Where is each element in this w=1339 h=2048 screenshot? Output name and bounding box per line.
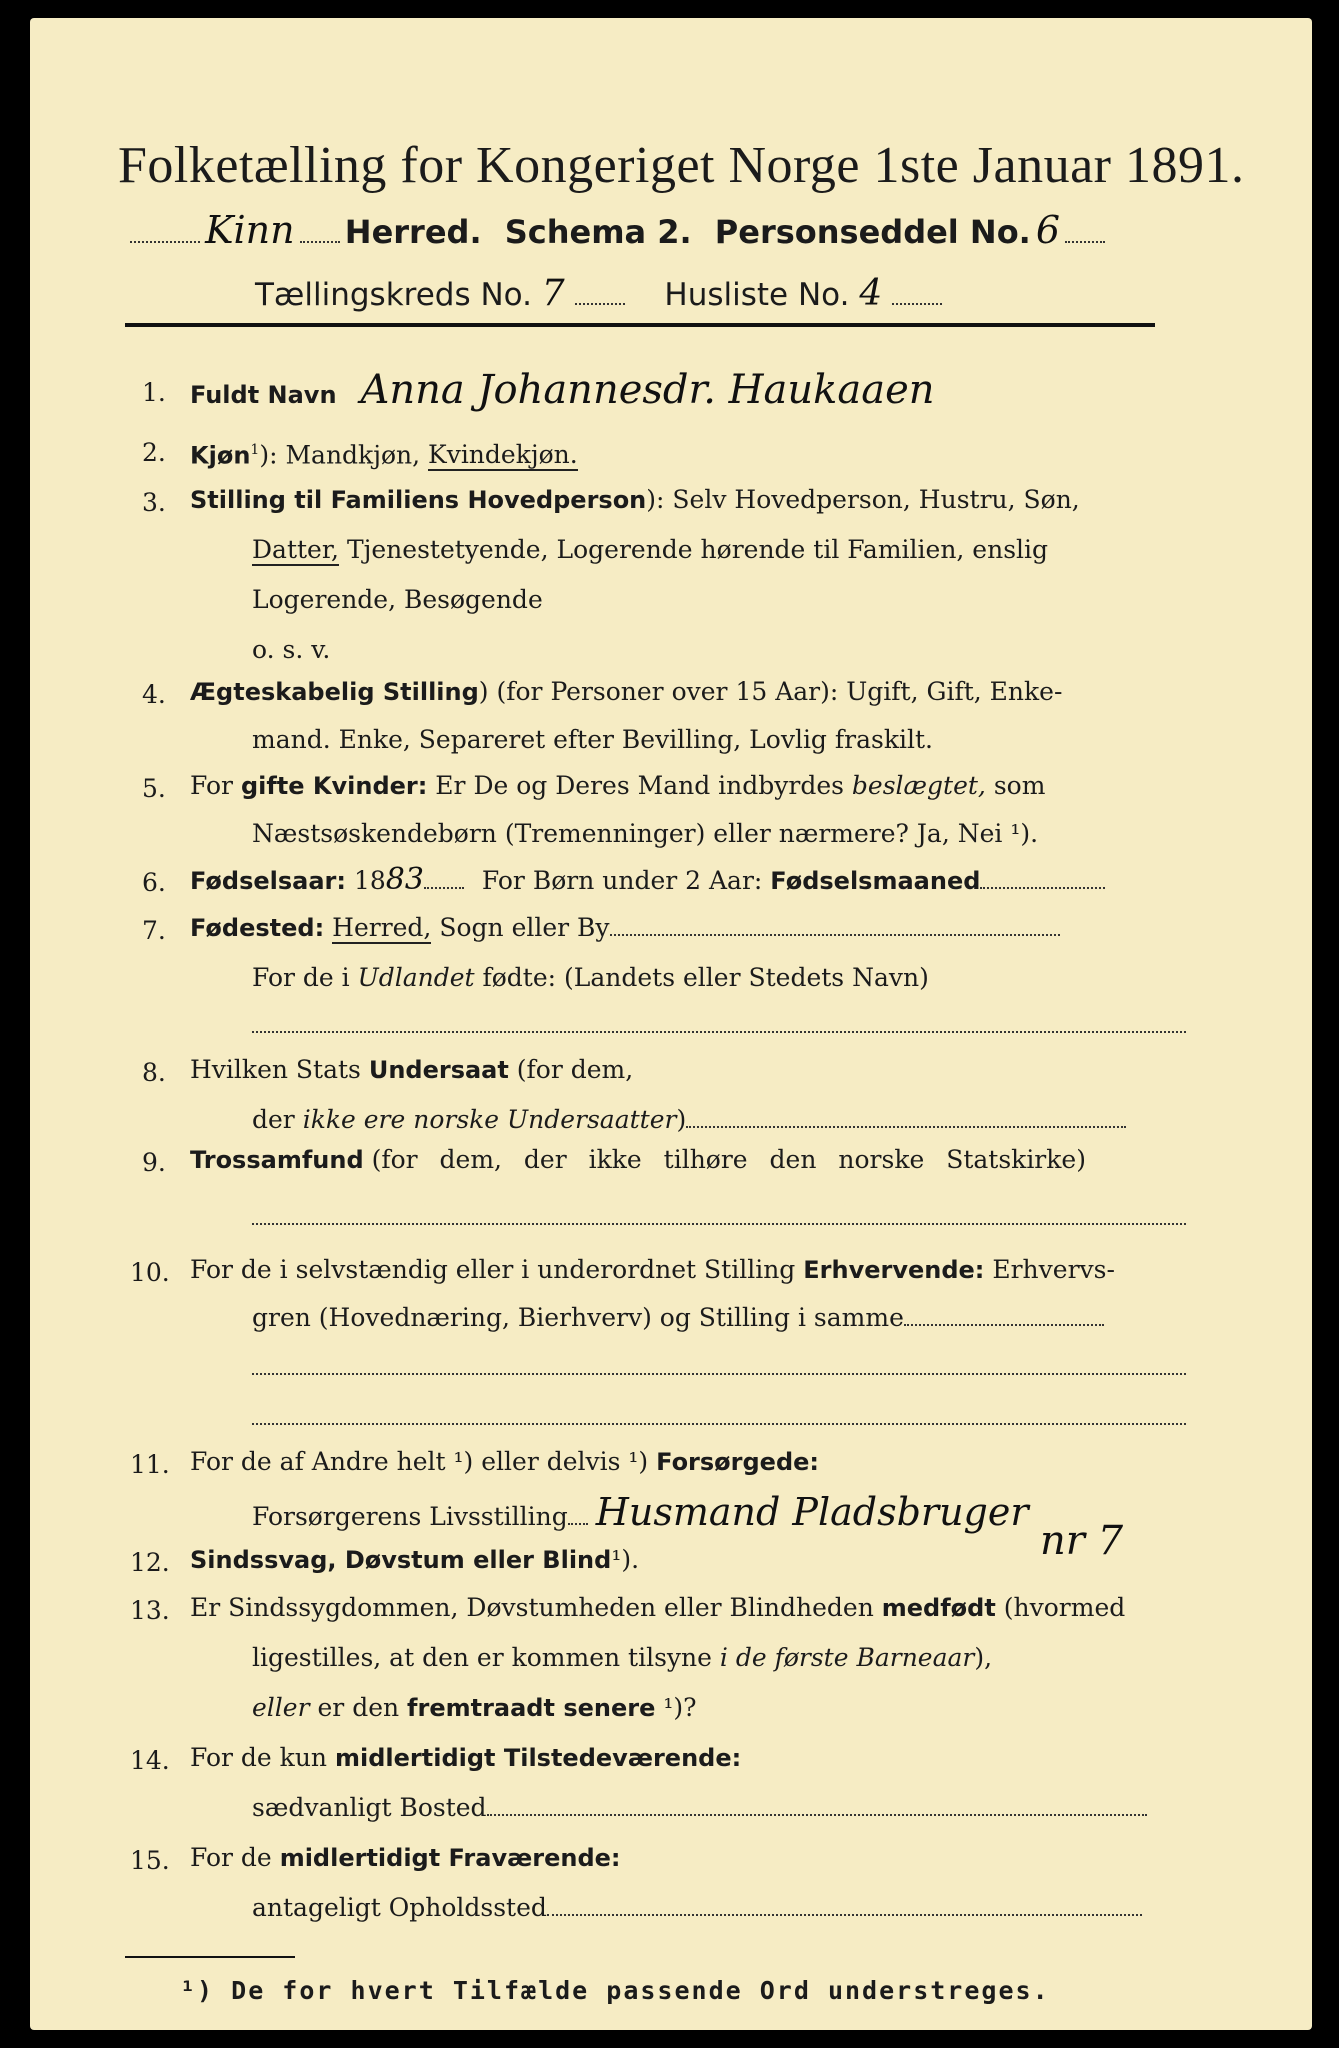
q10-blank-line2 <box>252 1410 1186 1429</box>
q6-year-prefix: 18 <box>353 866 386 895</box>
herred-handwritten: Kinn <box>205 208 295 252</box>
kreds-label: Tællingskreds No. <box>255 277 532 313</box>
q6-label: Fødselsaar: <box>190 867 346 895</box>
q2-label: Kjøn <box>190 441 251 470</box>
q8-text-a: Hvilken Stats <box>190 1055 361 1084</box>
q13-row1 <box>190 1588 1125 1628</box>
kreds-line <box>255 273 942 314</box>
q11-row2 <box>252 1492 1029 1537</box>
header-rule <box>125 323 1155 327</box>
husliste-label: Husliste No. <box>664 277 850 313</box>
q3-number: 3. <box>142 488 166 517</box>
q11-answer: Husmand Pladsbruger <box>595 1490 1029 1534</box>
q15-text-a: For de <box>190 1843 272 1872</box>
q8-label: Undersaat <box>368 1056 509 1084</box>
q14-line2: sædvanligt Bosted <box>252 1793 487 1822</box>
q12-label: Sindssvag, Døvstum eller Blind <box>190 1546 612 1574</box>
q8-line2a: der <box>252 1105 295 1134</box>
q6-row <box>190 860 1105 901</box>
q5-line2: Næstsøskendebørn (Tremenninger) eller nærmere? Ja, Nei ¹). <box>252 819 1039 848</box>
herred-label: Herred. <box>344 213 482 251</box>
q10-text-b: Erhvervs- <box>992 1255 1115 1284</box>
husliste-number: 4 <box>859 273 883 314</box>
census-form-sheet <box>30 18 1312 2030</box>
q14-row2 <box>252 1788 1147 1828</box>
q3-label: Stilling til Familiens Hovedperson <box>190 486 647 514</box>
q13-row3 <box>252 1688 697 1728</box>
q7-row1 <box>190 908 1060 948</box>
q1-answer: Anna Johannesdr. Haukaaen <box>360 367 935 413</box>
q2-number: 2. <box>142 438 166 467</box>
q5-number: 5. <box>142 774 166 803</box>
q5-text-c: som <box>993 771 1046 800</box>
q8-row1 <box>190 1050 633 1090</box>
q10-number: 10. <box>130 1258 170 1287</box>
q13-row2 <box>252 1638 992 1678</box>
q13-line2a: ligestilles, at den er kommen tilsyne <box>252 1643 712 1672</box>
form-title: Folketælling for Kongeriget Norge 1ste Januar 1891. <box>118 137 1245 194</box>
q9-blank-line <box>252 1210 1186 1229</box>
q4-number: 4. <box>142 680 166 709</box>
q13-line3a: er den <box>317 1693 400 1722</box>
q11-text-a: For de af Andre helt ¹) eller delvis ¹) <box>190 1447 649 1476</box>
q2-sup: 1 <box>250 442 260 458</box>
q8-text-b: (for dem, <box>516 1055 634 1084</box>
q7-herred-underlined: Herred, <box>332 913 432 942</box>
q14-number: 14. <box>130 1746 170 1775</box>
q7-blank-line <box>252 1018 1186 1037</box>
q5-text-a: For <box>190 771 233 800</box>
q15-row1 <box>190 1838 621 1878</box>
q2-text: ): Mandkjøn, <box>259 440 421 470</box>
q6-year-handwritten: 83 <box>385 862 424 897</box>
q13-line3b: ¹)? <box>663 1693 697 1722</box>
q7-line2a: For de i <box>252 963 350 992</box>
footnote: ¹) De for hvert Tilfælde passende Ord understreges. <box>180 1976 1050 2005</box>
q9-label: Trossamfund <box>190 1146 364 1174</box>
q9-row <box>190 1140 1086 1180</box>
q15-label: midlertidigt Fraværende: <box>279 1844 621 1872</box>
personseddel-number: 6 <box>1035 208 1061 252</box>
q15-number: 15. <box>130 1846 170 1875</box>
q13-number: 13. <box>130 1596 170 1625</box>
q8-row2: der ikke ere norske Undersaatter) <box>252 1100 1126 1140</box>
q14-label: midlertidigt Tilstedeværende: <box>334 1744 742 1772</box>
q5-row1 <box>190 766 1045 806</box>
q7-number: 7. <box>142 916 166 945</box>
q10-label: Erhvervende: <box>803 1256 985 1284</box>
q15-line2: antageligt Opholdssted <box>252 1893 547 1922</box>
q9-text: (for dem, der ikke tilhøre den norske Statskirke) <box>371 1145 1086 1174</box>
q12-number: 12. <box>130 1548 170 1577</box>
q7-line2b: fødte: (Landets eller Stedets Navn) <box>482 963 929 992</box>
q10-row2 <box>252 1298 1104 1338</box>
q10-line2: gren (Hovednæring, Bierhverv) og Stilling i samme <box>252 1303 904 1332</box>
q1-row <box>190 367 935 415</box>
q15-row2 <box>252 1888 1142 1928</box>
q5-italic: beslægtet, <box>851 771 986 800</box>
q10-row1 <box>190 1250 1115 1290</box>
q12-handwritten-note: nr 7 <box>1040 1518 1124 1564</box>
q3-datter-underlined: Datter, <box>252 535 339 564</box>
q6-text: For Børn under 2 Aar: <box>481 866 763 895</box>
q13-line3-italic: eller <box>252 1693 310 1722</box>
q3-line4: o. s. v. <box>252 635 331 664</box>
schema-label: Schema 2. <box>504 213 692 251</box>
q10-text-a: For de i selvstændig eller i underordnet Stilling <box>190 1255 796 1284</box>
q3-line1: ): Selv Hovedperson, Hustru, Søn, <box>646 485 1080 514</box>
q1-label: Fuldt Navn <box>190 381 337 409</box>
q4-line1: ) (for Personer over 15 Aar): Ugift, Gift, Enke- <box>478 677 1063 706</box>
q4-label: Ægteskabelig Stilling <box>190 678 479 706</box>
q14-row1 <box>190 1738 741 1778</box>
q3-row2 <box>252 530 1048 570</box>
q8-line2-italic: ikke ere norske Undersaatter <box>302 1105 677 1134</box>
q3-row1 <box>190 480 1080 520</box>
q2-row <box>190 430 578 475</box>
q11-line2: Forsørgerens Livsstilling <box>252 1502 568 1531</box>
q5-label: gifte Kvinder: <box>240 772 428 800</box>
q13-text-b: (hvormed <box>1003 1593 1126 1622</box>
q10-blank-line1 <box>252 1360 1186 1379</box>
q4-line2: mand. Enke, Separeret efter Bevilling, Lovlig fraskilt. <box>252 725 933 754</box>
q7-label: Fødested: <box>190 914 325 942</box>
q8-number: 8. <box>142 1058 166 1087</box>
q7-text: Sogn eller By <box>439 913 610 942</box>
q9-number: 9. <box>142 1148 166 1177</box>
q11-row1 <box>190 1442 819 1482</box>
q11-number: 11. <box>130 1450 170 1479</box>
kreds-number: 7 <box>541 273 565 314</box>
q6-label2: Fødselsmaaned <box>770 867 981 895</box>
q13-label3: fremtraadt senere <box>407 1694 656 1722</box>
q11-label: Forsørgede: <box>656 1448 820 1476</box>
q12-row <box>190 1540 639 1580</box>
personseddel-label: Personseddel No. <box>714 213 1031 251</box>
q4-row1 <box>190 672 1062 712</box>
q12-tail: ¹). <box>611 1545 640 1574</box>
q6-number: 6. <box>142 868 166 897</box>
q1-number: 1. <box>142 378 166 407</box>
q7-row2 <box>252 958 929 998</box>
q3-line2: Tjenestetyende, Logerende hørende til Familien, enslig <box>346 535 1049 564</box>
q13-line2b: ), <box>974 1643 993 1672</box>
footnote-rule <box>125 1956 295 1958</box>
q3-line3: Logerende, Besøgende <box>252 585 543 614</box>
q5-text-b: Er De og Deres Mand indbyrdes <box>435 771 844 800</box>
q14-text-a: For de kun <box>190 1743 328 1772</box>
q13-text-a: Er Sindssygdommen, Døvstumheden eller Blindheden <box>190 1593 874 1622</box>
herred-line <box>130 208 1105 252</box>
q13-line2-italic: i de første Barneaar <box>719 1643 975 1672</box>
q13-label: medfødt <box>881 1594 996 1622</box>
q7-line2-italic: Udlandet <box>357 963 475 992</box>
q2-kvindekjon-underlined: Kvindekjøn. <box>428 440 578 470</box>
